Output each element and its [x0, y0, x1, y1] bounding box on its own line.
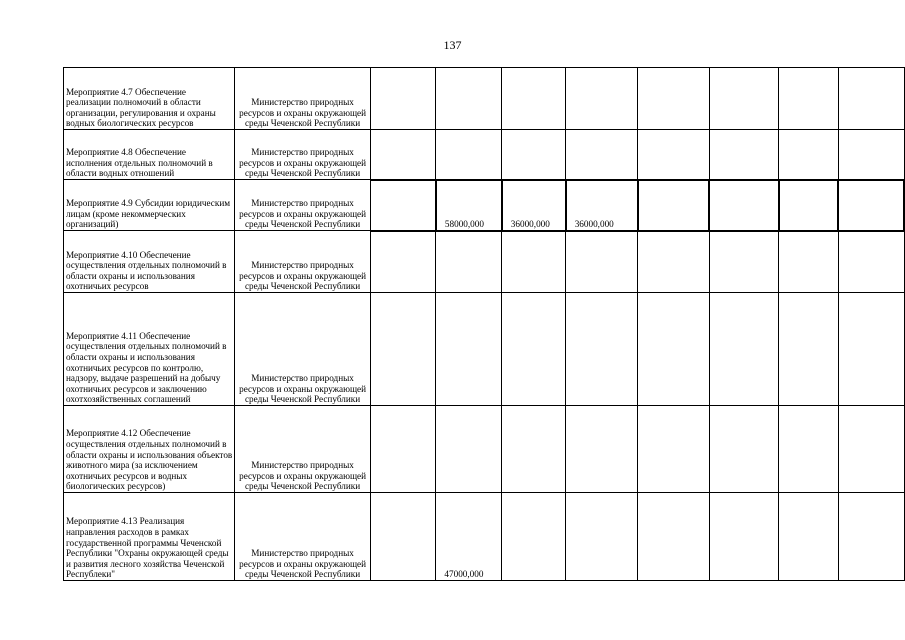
value-cell: [779, 293, 839, 406]
value-cell: [502, 406, 566, 493]
value-cell: [436, 130, 502, 180]
value-cell: [709, 406, 779, 493]
value-cell: [779, 406, 839, 493]
value-cell: [709, 180, 779, 231]
value-cell: [370, 406, 436, 493]
value-cell: [370, 180, 436, 231]
value-cell: [638, 180, 710, 231]
value-cell: 47000,000: [436, 493, 502, 581]
responsible-cell: Министерство природных ресурсов и охраны окружающей среды Чеченской Республики: [235, 293, 370, 406]
value-cell: [370, 68, 436, 130]
value-cell: [436, 231, 502, 293]
value-cell: [566, 130, 638, 180]
event-cell: Мероприятие 4.8 Обеспечение исполнения отдельных полномочий в области водных отношений: [64, 130, 235, 180]
responsible-cell: Министерство природных ресурсов и охраны окружающей среды Чеченской Республики: [235, 493, 370, 581]
value-cell: [838, 68, 904, 130]
value-cell: [566, 406, 638, 493]
value-cell: 36000,000: [566, 180, 638, 231]
value-cell: [838, 231, 904, 293]
event-cell: Мероприятие 4.9 Субсидии юридическим лицам (кроме некоммерческих организаций): [64, 180, 235, 231]
value-cell: [566, 68, 638, 130]
value-cell: [779, 231, 839, 293]
value-cell: [502, 231, 566, 293]
table-row: [64, 293, 905, 406]
value-cell: [502, 68, 566, 130]
value-cell: [638, 68, 710, 130]
responsible-cell: Министерство природных ресурсов и охраны окружающей среды Чеченской Республики: [235, 406, 370, 493]
value-cell: [838, 493, 904, 581]
value-cell: [838, 180, 904, 231]
table-row: [64, 180, 905, 231]
value-cell: [370, 231, 436, 293]
value-cell: [838, 130, 904, 180]
value-cell: [779, 68, 839, 130]
budget-table: [63, 67, 905, 581]
event-cell: Мероприятие 4.7 Обеспечение реализации полномочий в области организации, регулирования и охраны водных биологических ресурсов: [64, 68, 235, 130]
value-cell: [436, 68, 502, 130]
value-cell: [502, 130, 566, 180]
responsible-cell: Министерство природных ресурсов и охраны окружающей среды Чеченской Республики: [235, 180, 370, 231]
value-cell: [436, 293, 502, 406]
value-cell: [709, 130, 779, 180]
value-cell: [709, 231, 779, 293]
value-cell: [638, 406, 710, 493]
value-cell: [838, 406, 904, 493]
table-row: [64, 231, 905, 293]
table-row: [64, 493, 905, 581]
table-row: [64, 68, 905, 130]
value-cell: [709, 68, 779, 130]
value-cell: [566, 293, 638, 406]
value-cell: [370, 293, 436, 406]
responsible-cell: Министерство природных ресурсов и охраны окружающей среды Чеченской Республики: [235, 68, 370, 130]
value-cell: [436, 406, 502, 493]
value-cell: [502, 293, 566, 406]
value-cell: [638, 293, 710, 406]
event-cell: Мероприятие 4.13 Реализация направления расходов в рамках государственной программы Чеченской Республики "Охраны окружающей среды и развития лесного хозяйства Чеченской Республеки": [64, 493, 235, 581]
value-cell: [370, 130, 436, 180]
value-cell: 36000,000: [502, 180, 566, 231]
table-row: [64, 130, 905, 180]
value-cell: [779, 130, 839, 180]
value-cell: [709, 293, 779, 406]
value-cell: [779, 493, 839, 581]
value-cell: [566, 231, 638, 293]
value-cell: 58000,000: [436, 180, 502, 231]
value-cell: [638, 493, 710, 581]
event-cell: Мероприятие 4.11 Обеспечение осуществления отдельных полномочий в области охраны и использования охотничьих ресурсов по контролю, надзору, выдаче разрешений на добычу охотничьих ресурсов и заключению охотхозяйственных соглашений: [64, 293, 235, 406]
event-cell: Мероприятие 4.10 Обеспечение осуществления отдельных полномочий в области охраны и использования охотничьих ресурсов: [64, 231, 235, 293]
event-cell: Мероприятие 4.12 Обеспечение осуществления отдельных полномочий в области охраны и использования объектов животного мира (за исключением охотничьих ресурсов и водных биологических ресурсов): [64, 406, 235, 493]
value-cell: [779, 180, 839, 231]
responsible-cell: Министерство природных ресурсов и охраны окружающей среды Чеченской Республики: [235, 130, 370, 180]
value-cell: [638, 130, 710, 180]
value-cell: [838, 293, 904, 406]
value-cell: [709, 493, 779, 581]
value-cell: [370, 493, 436, 581]
table-row: [64, 406, 905, 493]
value-cell: [638, 231, 710, 293]
page-number: 137: [443, 38, 462, 52]
value-cell: [502, 493, 566, 581]
responsible-cell: Министерство природных ресурсов и охраны окружающей среды Чеченской Республики: [235, 231, 370, 293]
value-cell: [566, 493, 638, 581]
